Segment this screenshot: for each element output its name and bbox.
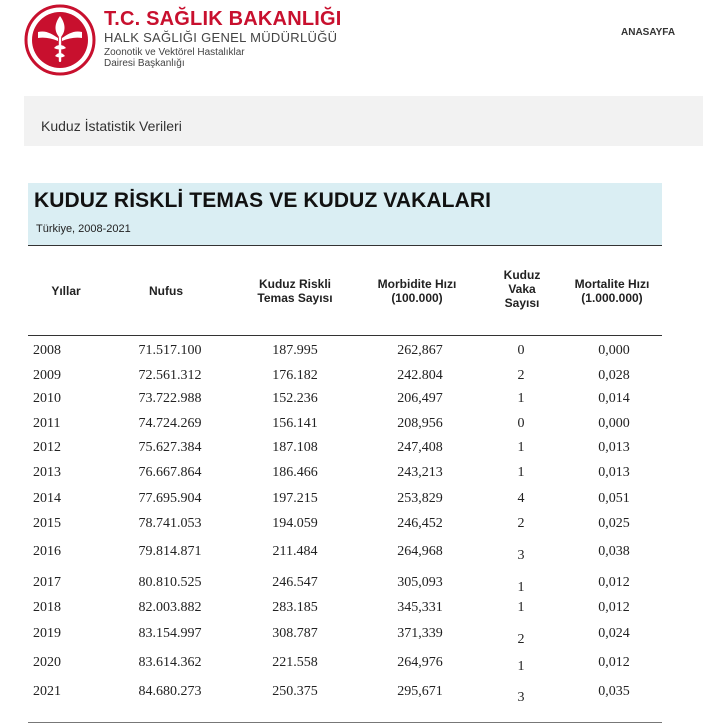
cell-year: 2013 bbox=[33, 465, 61, 480]
cell-contacts: 246.547 bbox=[272, 575, 318, 590]
cell-morbidity: 208,956 bbox=[397, 416, 443, 431]
cell-morbidity: 247,408 bbox=[397, 440, 443, 455]
column-header-population bbox=[130, 284, 202, 298]
organization-subtitle: HALK SAĞLIĞI GENEL MÜDÜRLÜĞÜ bbox=[104, 30, 338, 45]
cell-contacts: 250.375 bbox=[272, 684, 318, 699]
cell-morbidity: 264,976 bbox=[397, 655, 443, 670]
cell-year: 2011 bbox=[33, 416, 61, 431]
cell-contacts: 197.215 bbox=[272, 491, 318, 506]
cell-year: 2010 bbox=[33, 391, 61, 406]
cell-year: 2020 bbox=[33, 655, 61, 670]
cell-population: 84.680.273 bbox=[138, 684, 202, 699]
breadcrumb bbox=[24, 96, 703, 146]
cell-cases: 1 bbox=[517, 600, 525, 615]
cell-year: 2021 bbox=[33, 684, 61, 699]
cell-mortality: 0,012 bbox=[598, 575, 630, 590]
cell-morbidity: 295,671 bbox=[397, 684, 443, 699]
column-header-contacts-line2: Temas Sayısı bbox=[257, 291, 333, 305]
cell-cases: 1 bbox=[517, 465, 525, 480]
column-header-contacts-line1: Kuduz Riskli bbox=[258, 277, 331, 291]
cell-year: 2014 bbox=[33, 491, 61, 506]
department-name bbox=[104, 47, 304, 69]
ministry-emblem-icon[interactable] bbox=[24, 4, 96, 76]
table-subtitle: Türkiye, 2008-2021 bbox=[36, 223, 131, 235]
cell-mortality: 0,000 bbox=[598, 343, 630, 358]
cell-population: 73.722.988 bbox=[138, 391, 202, 406]
cell-cases: 2 bbox=[517, 516, 525, 531]
column-header-morbidity bbox=[360, 277, 474, 305]
column-header-cases-line3: Sayısı bbox=[504, 296, 540, 310]
department-line-2: Dairesi Başkanlığı bbox=[104, 58, 185, 69]
cell-mortality: 0,013 bbox=[598, 440, 630, 455]
cell-population: 76.667.864 bbox=[138, 465, 202, 480]
cell-population: 80.810.525 bbox=[138, 575, 202, 590]
cell-mortality: 0,013 bbox=[598, 465, 630, 480]
column-header-years-label: Yıllar bbox=[51, 284, 81, 298]
cell-morbidity: 305,093 bbox=[397, 575, 443, 590]
cell-morbidity: 345,331 bbox=[397, 600, 443, 615]
cell-contacts: 211.484 bbox=[272, 544, 318, 559]
cell-morbidity: 206,497 bbox=[397, 391, 443, 406]
department-line-1: Zoonotik ve Vektörel Hastalıklar bbox=[104, 47, 245, 58]
cell-mortality: 0,028 bbox=[598, 368, 630, 383]
cell-population: 74.724.269 bbox=[138, 416, 202, 431]
cell-cases: 0 bbox=[517, 416, 525, 431]
cell-cases: 1 bbox=[517, 391, 525, 406]
cell-population: 75.627.384 bbox=[138, 440, 202, 455]
cell-year: 2012 bbox=[33, 440, 61, 455]
cell-cases: 3 bbox=[517, 548, 525, 563]
cell-cases: 2 bbox=[517, 368, 525, 383]
cell-mortality: 0,012 bbox=[598, 600, 630, 615]
cell-morbidity: 242.804 bbox=[397, 368, 443, 383]
breadcrumb-label: Kuduz İstatistik Verileri bbox=[41, 118, 182, 134]
cell-mortality: 0,024 bbox=[598, 626, 630, 641]
cell-morbidity: 243,213 bbox=[397, 465, 443, 480]
cell-year: 2017 bbox=[33, 575, 61, 590]
cell-population: 71.517.100 bbox=[138, 343, 202, 358]
nav-home-link[interactable]: ANASAYFA bbox=[621, 27, 676, 38]
organization-title: T.C. SAĞLIK BAKANLIĞI bbox=[104, 8, 342, 30]
cell-population: 78.741.053 bbox=[138, 516, 202, 531]
cell-contacts: 187.995 bbox=[272, 343, 318, 358]
table-header bbox=[28, 183, 662, 246]
cell-year: 2018 bbox=[33, 600, 61, 615]
column-header-mortality-line2: (1.000.000) bbox=[581, 291, 643, 305]
cell-contacts: 194.059 bbox=[272, 516, 318, 531]
cell-year: 2016 bbox=[33, 544, 61, 559]
cell-cases: 4 bbox=[517, 491, 525, 506]
cell-morbidity: 253,829 bbox=[397, 491, 443, 506]
cell-morbidity: 264,968 bbox=[397, 544, 443, 559]
column-header-morbidity-line1: Morbidite Hızı bbox=[377, 277, 457, 291]
column-header-cases bbox=[492, 268, 552, 310]
cell-contacts: 221.558 bbox=[272, 655, 318, 670]
column-header-morbidity-line2: (100.000) bbox=[391, 291, 443, 305]
cell-mortality: 0,038 bbox=[598, 544, 630, 559]
column-header-contacts bbox=[238, 277, 352, 305]
column-header-cases-line2: Vaka bbox=[508, 282, 536, 296]
cell-cases: 1 bbox=[517, 580, 525, 595]
cell-year: 2009 bbox=[33, 368, 61, 383]
cell-mortality: 0,051 bbox=[598, 491, 630, 506]
column-header-mortality bbox=[556, 277, 668, 305]
cell-mortality: 0,012 bbox=[598, 655, 630, 670]
column-header-cases-line1: Kuduz bbox=[503, 268, 541, 282]
cell-population: 79.814.871 bbox=[138, 544, 202, 559]
cell-year: 2008 bbox=[33, 343, 61, 358]
table-header-divider bbox=[28, 335, 662, 336]
cell-contacts: 187.108 bbox=[272, 440, 318, 455]
cell-contacts: 176.182 bbox=[272, 368, 318, 383]
column-header-mortality-line1: Mortalite Hızı bbox=[574, 277, 650, 291]
table-bottom-divider bbox=[28, 722, 662, 723]
cell-contacts: 152.236 bbox=[272, 391, 318, 406]
table-title: KUDUZ RİSKLİ TEMAS VE KUDUZ VAKALARI bbox=[34, 189, 492, 212]
cell-mortality: 0,035 bbox=[598, 684, 630, 699]
cell-contacts: 186.466 bbox=[272, 465, 318, 480]
cell-mortality: 0,000 bbox=[598, 416, 630, 431]
cell-mortality: 0,025 bbox=[598, 516, 630, 531]
cell-morbidity: 262,867 bbox=[397, 343, 443, 358]
cell-contacts: 156.141 bbox=[272, 416, 318, 431]
column-header-years bbox=[34, 284, 98, 298]
cell-year: 2015 bbox=[33, 516, 61, 531]
cell-population: 82.003.882 bbox=[138, 600, 202, 615]
cell-cases: 1 bbox=[517, 440, 525, 455]
cell-population: 83.154.997 bbox=[138, 626, 202, 641]
cell-population: 77.695.904 bbox=[138, 491, 202, 506]
cell-contacts: 283.185 bbox=[272, 600, 318, 615]
cell-population: 83.614.362 bbox=[138, 655, 202, 670]
cell-cases: 3 bbox=[517, 690, 525, 705]
cell-morbidity: 371,339 bbox=[397, 626, 443, 641]
cell-cases: 0 bbox=[517, 343, 525, 358]
cell-cases: 2 bbox=[517, 632, 525, 647]
cell-cases: 1 bbox=[517, 659, 525, 674]
cell-morbidity: 246,452 bbox=[397, 516, 443, 531]
column-header-population-label: Nufus bbox=[149, 284, 183, 298]
cell-mortality: 0,014 bbox=[598, 391, 630, 406]
cell-year: 2019 bbox=[33, 626, 61, 641]
cell-population: 72.561.312 bbox=[138, 368, 202, 383]
cell-contacts: 308.787 bbox=[272, 626, 318, 641]
